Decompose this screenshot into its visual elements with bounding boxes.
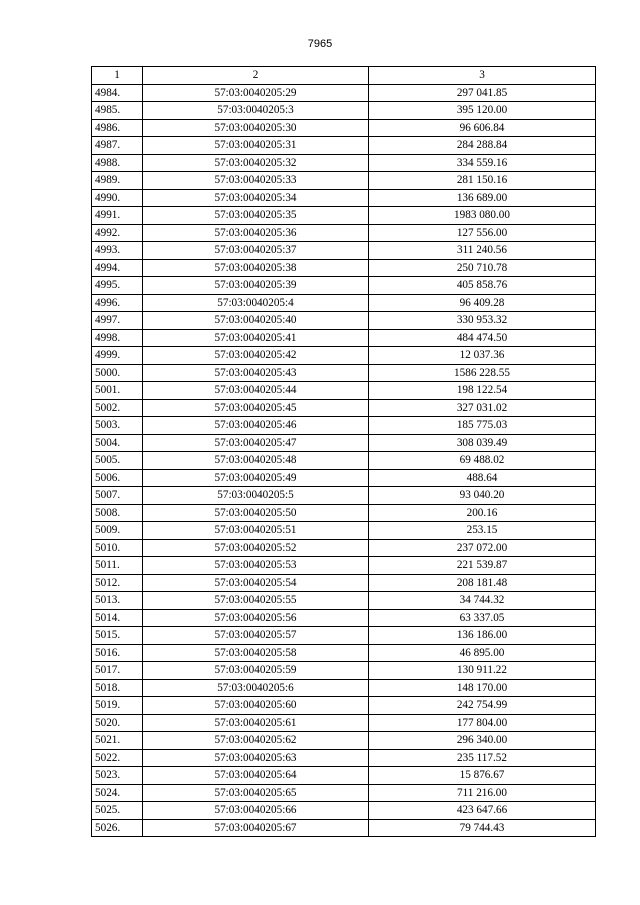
table-row bbox=[92, 714, 596, 732]
row-number-cell: 5000. bbox=[92, 364, 143, 382]
cadastral-value-cell: 136 689.00 bbox=[369, 189, 596, 207]
cadastral-number-cell: 57:03:0040205:31 bbox=[143, 137, 369, 155]
row-number-cell: 5010. bbox=[92, 539, 143, 557]
cadastral-number-cell: 57:03:0040205:62 bbox=[143, 732, 369, 750]
cadastral-value-cell: 237 072.00 bbox=[369, 539, 596, 557]
cadastral-value-cell: 423 647.66 bbox=[369, 802, 596, 820]
row-number-cell: 4992. bbox=[92, 224, 143, 242]
table-row bbox=[92, 487, 596, 505]
table-row bbox=[92, 382, 596, 400]
row-number-cell: 4990. bbox=[92, 189, 143, 207]
table-row bbox=[92, 189, 596, 207]
cadastral-value-cell: 235 117.52 bbox=[369, 749, 596, 767]
row-number-cell: 5019. bbox=[92, 697, 143, 715]
row-number-cell: 5014. bbox=[92, 609, 143, 627]
cadastral-value-cell: 12 037.36 bbox=[369, 347, 596, 365]
table-row bbox=[92, 102, 596, 120]
cadastral-number-cell: 57:03:0040205:50 bbox=[143, 504, 369, 522]
table-row bbox=[92, 539, 596, 557]
table-row bbox=[92, 644, 596, 662]
cadastral-number-cell: 57:03:0040205:3 bbox=[143, 102, 369, 120]
cadastral-value-cell: 93 040.20 bbox=[369, 487, 596, 505]
table-row bbox=[92, 452, 596, 470]
cadastral-value-cell: 1586 228.55 bbox=[369, 364, 596, 382]
cadastral-value-cell: 96 606.84 bbox=[369, 119, 596, 137]
table-header-row bbox=[92, 67, 596, 85]
row-number-cell: 4989. bbox=[92, 172, 143, 190]
cadastral-value-cell: 330 953.32 bbox=[369, 312, 596, 330]
cadastral-number-cell: 57:03:0040205:49 bbox=[143, 469, 369, 487]
row-number-cell: 5021. bbox=[92, 732, 143, 750]
cadastral-number-cell: 57:03:0040205:63 bbox=[143, 749, 369, 767]
cadastral-value-cell: 69 488.02 bbox=[369, 452, 596, 470]
row-number-cell: 4988. bbox=[92, 154, 143, 172]
cadastral-number-cell: 57:03:0040205:38 bbox=[143, 259, 369, 277]
row-number-cell: 4999. bbox=[92, 347, 143, 365]
row-number-cell: 5023. bbox=[92, 767, 143, 785]
cadastral-value-cell: 200.16 bbox=[369, 504, 596, 522]
row-number-cell: 4985. bbox=[92, 102, 143, 120]
cadastral-number-cell: 57:03:0040205:36 bbox=[143, 224, 369, 242]
table-row bbox=[92, 469, 596, 487]
cadastral-number-cell: 57:03:0040205:30 bbox=[143, 119, 369, 137]
cadastral-number-cell: 57:03:0040205:56 bbox=[143, 609, 369, 627]
cadastral-number-cell: 57:03:0040205:61 bbox=[143, 714, 369, 732]
cadastral-value-cell: 250 710.78 bbox=[369, 259, 596, 277]
row-number-cell: 4993. bbox=[92, 242, 143, 260]
cadastral-number-cell: 57:03:0040205:64 bbox=[143, 767, 369, 785]
cadastral-number-cell: 57:03:0040205:33 bbox=[143, 172, 369, 190]
table-row bbox=[92, 627, 596, 645]
cadastral-number-cell: 57:03:0040205:6 bbox=[143, 679, 369, 697]
row-number-cell: 5020. bbox=[92, 714, 143, 732]
cadastral-number-cell: 57:03:0040205:39 bbox=[143, 277, 369, 295]
row-number-cell: 4987. bbox=[92, 137, 143, 155]
cadastral-number-cell: 57:03:0040205:32 bbox=[143, 154, 369, 172]
row-number-cell: 5006. bbox=[92, 469, 143, 487]
table-row bbox=[92, 557, 596, 575]
row-number-cell: 4984. bbox=[92, 84, 143, 102]
cadastral-number-cell: 57:03:0040205:59 bbox=[143, 662, 369, 680]
table-row bbox=[92, 802, 596, 820]
cadastral-value-cell: 127 556.00 bbox=[369, 224, 596, 242]
table-row bbox=[92, 662, 596, 680]
table-row bbox=[92, 767, 596, 785]
cadastral-value-cell: 311 240.56 bbox=[369, 242, 596, 260]
cadastral-value-cell: 177 804.00 bbox=[369, 714, 596, 732]
row-number-cell: 4997. bbox=[92, 312, 143, 330]
row-number-cell: 5018. bbox=[92, 679, 143, 697]
row-number-cell: 4986. bbox=[92, 119, 143, 137]
row-number-cell: 5008. bbox=[92, 504, 143, 522]
table-row bbox=[92, 137, 596, 155]
table-row bbox=[92, 84, 596, 102]
table-row bbox=[92, 609, 596, 627]
table-row bbox=[92, 399, 596, 417]
cadastral-value-cell: 79 744.43 bbox=[369, 819, 596, 837]
column-header-3: 3 bbox=[369, 67, 596, 85]
row-number-cell: 4994. bbox=[92, 259, 143, 277]
cadastral-number-cell: 57:03:0040205:40 bbox=[143, 312, 369, 330]
row-number-cell: 5012. bbox=[92, 574, 143, 592]
cadastral-value-cell: 395 120.00 bbox=[369, 102, 596, 120]
table-row bbox=[92, 574, 596, 592]
row-number-cell: 5015. bbox=[92, 627, 143, 645]
cadastral-number-cell: 57:03:0040205:60 bbox=[143, 697, 369, 715]
row-number-cell: 5024. bbox=[92, 784, 143, 802]
cadastral-value-cell: 46 895.00 bbox=[369, 644, 596, 662]
row-number-cell: 5016. bbox=[92, 644, 143, 662]
cadastral-number-cell: 57:03:0040205:54 bbox=[143, 574, 369, 592]
cadastral-number-cell: 57:03:0040205:53 bbox=[143, 557, 369, 575]
cadastral-value-cell: 1983 080.00 bbox=[369, 207, 596, 225]
cadastral-value-cell: 308 039.49 bbox=[369, 434, 596, 452]
row-number-cell: 5003. bbox=[92, 417, 143, 435]
row-number-cell: 5026. bbox=[92, 819, 143, 837]
row-number-cell: 4991. bbox=[92, 207, 143, 225]
table-row bbox=[92, 207, 596, 225]
table-row bbox=[92, 364, 596, 382]
table-row bbox=[92, 732, 596, 750]
cadastral-number-cell: 57:03:0040205:43 bbox=[143, 364, 369, 382]
table-row bbox=[92, 749, 596, 767]
row-number-cell: 5004. bbox=[92, 434, 143, 452]
cadastral-value-cell: 281 150.16 bbox=[369, 172, 596, 190]
table-row bbox=[92, 504, 596, 522]
table-row bbox=[92, 592, 596, 610]
table-row bbox=[92, 417, 596, 435]
cadastral-number-cell: 57:03:0040205:29 bbox=[143, 84, 369, 102]
cadastral-number-cell: 57:03:0040205:66 bbox=[143, 802, 369, 820]
cadastral-number-cell: 57:03:0040205:57 bbox=[143, 627, 369, 645]
table-row bbox=[92, 119, 596, 137]
cadastral-number-cell: 57:03:0040205:5 bbox=[143, 487, 369, 505]
cadastral-value-cell: 136 186.00 bbox=[369, 627, 596, 645]
cadastral-number-cell: 57:03:0040205:58 bbox=[143, 644, 369, 662]
table-row bbox=[92, 154, 596, 172]
cadastral-value-cell: 221 539.87 bbox=[369, 557, 596, 575]
cadastral-value-cell: 484 474.50 bbox=[369, 329, 596, 347]
cadastral-number-cell: 57:03:0040205:67 bbox=[143, 819, 369, 837]
cadastral-number-cell: 57:03:0040205:37 bbox=[143, 242, 369, 260]
cadastral-value-cell: 711 216.00 bbox=[369, 784, 596, 802]
cadastral-value-cell: 15 876.67 bbox=[369, 767, 596, 785]
row-number-cell: 4996. bbox=[92, 294, 143, 312]
table-row bbox=[92, 697, 596, 715]
table-row bbox=[92, 329, 596, 347]
row-number-cell: 5022. bbox=[92, 749, 143, 767]
table-row bbox=[92, 224, 596, 242]
column-header-2: 2 bbox=[143, 67, 369, 85]
cadastral-value-cell: 488.64 bbox=[369, 469, 596, 487]
cadastral-number-cell: 57:03:0040205:34 bbox=[143, 189, 369, 207]
cadastral-number-cell: 57:03:0040205:51 bbox=[143, 522, 369, 540]
cadastral-value-table bbox=[91, 66, 596, 837]
cadastral-value-cell: 198 122.54 bbox=[369, 382, 596, 400]
table-row bbox=[92, 277, 596, 295]
cadastral-number-cell: 57:03:0040205:42 bbox=[143, 347, 369, 365]
row-number-cell: 5007. bbox=[92, 487, 143, 505]
table-row bbox=[92, 522, 596, 540]
cadastral-value-cell: 34 744.32 bbox=[369, 592, 596, 610]
row-number-cell: 5025. bbox=[92, 802, 143, 820]
cadastral-value-cell: 148 170.00 bbox=[369, 679, 596, 697]
cadastral-number-cell: 57:03:0040205:52 bbox=[143, 539, 369, 557]
cadastral-value-cell: 96 409.28 bbox=[369, 294, 596, 312]
page-number: 7965 bbox=[307, 38, 333, 50]
cadastral-value-cell: 253.15 bbox=[369, 522, 596, 540]
row-number-cell: 5011. bbox=[92, 557, 143, 575]
cadastral-value-cell: 334 559.16 bbox=[369, 154, 596, 172]
cadastral-number-cell: 57:03:0040205:41 bbox=[143, 329, 369, 347]
row-number-cell: 5002. bbox=[92, 399, 143, 417]
table-row bbox=[92, 347, 596, 365]
cadastral-number-cell: 57:03:0040205:4 bbox=[143, 294, 369, 312]
cadastral-value-cell: 405 858.76 bbox=[369, 277, 596, 295]
column-header-1: 1 bbox=[92, 67, 143, 85]
row-number-cell: 5013. bbox=[92, 592, 143, 610]
cadastral-number-cell: 57:03:0040205:48 bbox=[143, 452, 369, 470]
row-number-cell: 4998. bbox=[92, 329, 143, 347]
cadastral-number-cell: 57:03:0040205:35 bbox=[143, 207, 369, 225]
table-row bbox=[92, 259, 596, 277]
cadastral-number-cell: 57:03:0040205:45 bbox=[143, 399, 369, 417]
cadastral-number-cell: 57:03:0040205:55 bbox=[143, 592, 369, 610]
table-row bbox=[92, 434, 596, 452]
cadastral-value-cell: 284 288.84 bbox=[369, 137, 596, 155]
cadastral-value-cell: 63 337.05 bbox=[369, 609, 596, 627]
row-number-cell: 5017. bbox=[92, 662, 143, 680]
cadastral-value-cell: 327 031.02 bbox=[369, 399, 596, 417]
table-row bbox=[92, 312, 596, 330]
table-row bbox=[92, 172, 596, 190]
cadastral-number-cell: 57:03:0040205:65 bbox=[143, 784, 369, 802]
table-body bbox=[92, 84, 596, 837]
table-row bbox=[92, 679, 596, 697]
cadastral-number-cell: 57:03:0040205:46 bbox=[143, 417, 369, 435]
row-number-cell: 4995. bbox=[92, 277, 143, 295]
cadastral-value-cell: 208 181.48 bbox=[369, 574, 596, 592]
cadastral-value-cell: 185 775.03 bbox=[369, 417, 596, 435]
row-number-cell: 5005. bbox=[92, 452, 143, 470]
table-row bbox=[92, 242, 596, 260]
cadastral-number-cell: 57:03:0040205:44 bbox=[143, 382, 369, 400]
table-row bbox=[92, 784, 596, 802]
cadastral-value-cell: 296 340.00 bbox=[369, 732, 596, 750]
cadastral-value-cell: 130 911.22 bbox=[369, 662, 596, 680]
cadastral-value-cell: 242 754.99 bbox=[369, 697, 596, 715]
table-row bbox=[92, 819, 596, 837]
table-row bbox=[92, 294, 596, 312]
cadastral-number-cell: 57:03:0040205:47 bbox=[143, 434, 369, 452]
cadastral-value-cell: 297 041.85 bbox=[369, 84, 596, 102]
row-number-cell: 5009. bbox=[92, 522, 143, 540]
row-number-cell: 5001. bbox=[92, 382, 143, 400]
